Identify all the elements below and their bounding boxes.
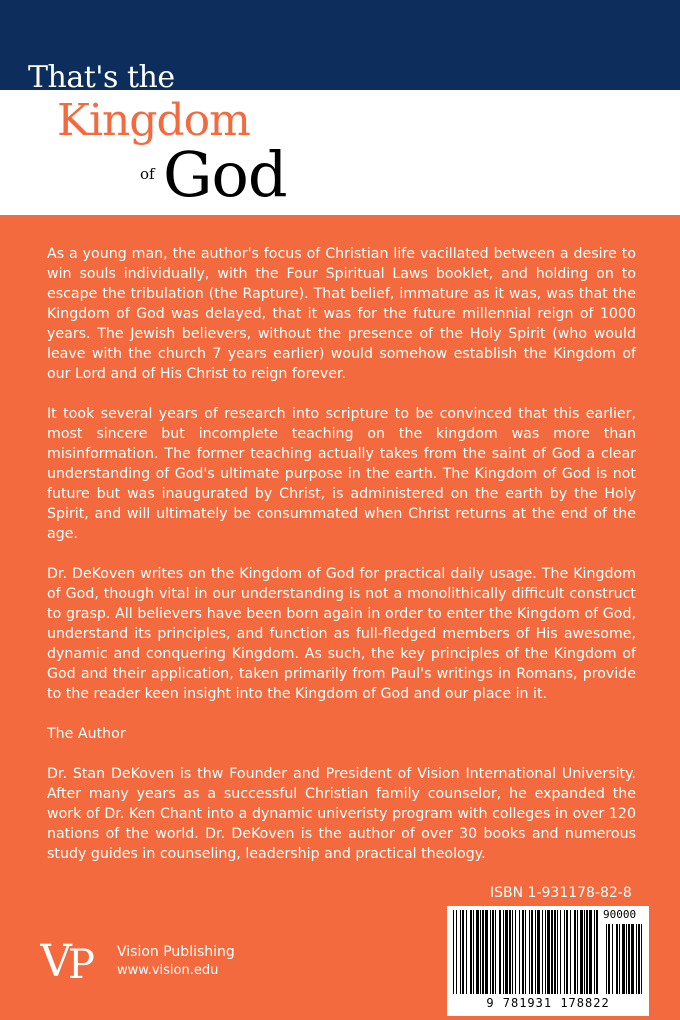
barcode-bar bbox=[519, 910, 520, 994]
author-heading: The Author bbox=[47, 726, 126, 742]
author-bio: Dr. Stan DeKoven is thw Founder and President of Vision International University. After many years as a successful Christian family counselor, he expanded the work of Dr. Ken Chant into a dynamic univeristy program with colleges in over 120 nations of the world. Dr. DeKoven is the author of over 30 books and numerous study guides in counseling, leadership and practical theology. bbox=[47, 766, 636, 862]
barcode-bar bbox=[476, 910, 479, 994]
title-of: of bbox=[140, 165, 155, 183]
barcode-bar bbox=[505, 910, 508, 994]
logo-v-letter: V bbox=[40, 938, 72, 984]
barcode-bar bbox=[542, 910, 543, 994]
barcode-bar bbox=[460, 910, 461, 994]
barcode-bar bbox=[490, 910, 491, 994]
publisher-name: Vision Publishing bbox=[117, 944, 235, 960]
title-kingdom: Kingdom bbox=[57, 95, 250, 146]
barcode-addon-bar bbox=[606, 924, 607, 994]
barcode-addon-bar bbox=[636, 924, 637, 994]
logo-p-letter: P bbox=[68, 942, 95, 984]
barcode-bar bbox=[512, 910, 513, 994]
barcode-addon-bar bbox=[608, 924, 610, 994]
barcode-bar bbox=[462, 910, 464, 994]
barcode-addon-bar bbox=[628, 924, 630, 994]
blurb-paragraph-1: As a young man, the author's focus of Christian life vacillated between a desire to win souls individually, with the Four Spiritual Laws booklet, and holding on to escape the tribulation (the Rapture). That belief, immature as it was, was that the Kingdom of God was delayed, that it was for the future millennial reign of 1000 years. The Jewish believers, without the presence of the Holy Spirit (who would leave with the church 7 years earlier) would somehow establish the Kingdom of our Lord and of His Christ to reign forever. bbox=[47, 246, 636, 382]
barcode-bar bbox=[580, 910, 583, 994]
barcode-bar bbox=[503, 910, 504, 994]
barcode-bar bbox=[499, 910, 501, 994]
vision-publishing-logo bbox=[40, 938, 106, 984]
barcode-bar bbox=[473, 910, 474, 994]
barcode-addon-bar bbox=[631, 924, 634, 994]
barcode-bar bbox=[525, 910, 526, 994]
barcode-bar bbox=[557, 910, 558, 994]
barcode-bar bbox=[545, 910, 546, 994]
barcode-addon-bar bbox=[612, 924, 613, 994]
barcode-bar bbox=[522, 910, 524, 994]
barcode-bar bbox=[584, 910, 585, 994]
publisher-url[interactable]: www.vision.edu bbox=[117, 963, 219, 978]
barcode-bar bbox=[480, 910, 481, 994]
title-line-1: That's the bbox=[28, 60, 175, 95]
barcode-bar bbox=[560, 910, 561, 994]
barcode-addon-number: 90000 bbox=[603, 908, 637, 921]
barcode-bar bbox=[589, 910, 592, 994]
barcode-bar bbox=[586, 910, 588, 994]
barcode-bar bbox=[566, 910, 568, 994]
barcode-bar bbox=[577, 910, 578, 994]
barcode-bar bbox=[596, 910, 598, 994]
blurb-text bbox=[47, 244, 636, 884]
barcode-bar bbox=[529, 910, 530, 994]
barcode-bar bbox=[453, 910, 454, 994]
barcode-bar bbox=[456, 910, 457, 994]
barcode-bar bbox=[535, 910, 536, 994]
barcode-bar bbox=[531, 910, 533, 994]
isbn-barcode bbox=[447, 906, 649, 1016]
barcode-bar bbox=[594, 910, 595, 994]
barcode-bar bbox=[492, 910, 494, 994]
isbn-label: ISBN 1-931178-82-8 bbox=[490, 885, 632, 901]
barcode-bar bbox=[515, 910, 516, 994]
barcode-bar bbox=[495, 910, 496, 994]
barcode-addon-bar bbox=[641, 924, 642, 994]
barcode-bar bbox=[466, 910, 467, 994]
barcode-addon-bar bbox=[619, 924, 620, 994]
barcode-addon-bar bbox=[638, 924, 640, 994]
barcode-bar bbox=[574, 910, 576, 994]
blurb-paragraph-3: Dr. DeKoven writes on the Kingdom of God for practical daily usage. The Kingdom of God, though vital in our understanding is not a monolithically difficult construct to grasp. All believers have been born again in order to enter the Kingdom of God, understand its principles, and function as full-fledged members of His awesome, dynamic and conquering Kingdom. As such, the key principles of the Kingdom of God and their application, taken primarily from Paul's writings in Romans, provide to the reader keen insight into the Kingdom of God and our place in it. bbox=[47, 566, 636, 702]
barcode-bar bbox=[537, 910, 540, 994]
barcode-bar bbox=[509, 910, 511, 994]
barcode-bar bbox=[485, 910, 488, 994]
barcode-bar bbox=[570, 910, 571, 994]
barcode-addon-bar bbox=[616, 924, 618, 994]
barcode-bar bbox=[551, 910, 553, 994]
barcode-addon-bar bbox=[626, 924, 627, 994]
barcode-bar bbox=[470, 910, 472, 994]
barcode-bar bbox=[547, 910, 550, 994]
barcode-bar bbox=[482, 910, 484, 994]
title-god: God bbox=[163, 138, 287, 211]
barcode-bar bbox=[554, 910, 556, 994]
blurb-paragraph-2: It took several years of research into scripture to be convinced that this earlier, most sincere but incomplete teaching on the kingdom was more than misinformation. The former teaching actually takes from the saint of God a clear understanding of God's ultimate purpose in the earth. The Kingdom of God is not future but was inaugurated by Christ, is administered on the earth by the Holy Spirit, and will ultimately be consummated when Christ returns at the end of the age. bbox=[47, 406, 636, 542]
barcode-addon-bar bbox=[622, 924, 625, 994]
barcode-number: 9 781931 178822 bbox=[486, 996, 610, 1010]
barcode-bar bbox=[564, 910, 565, 994]
